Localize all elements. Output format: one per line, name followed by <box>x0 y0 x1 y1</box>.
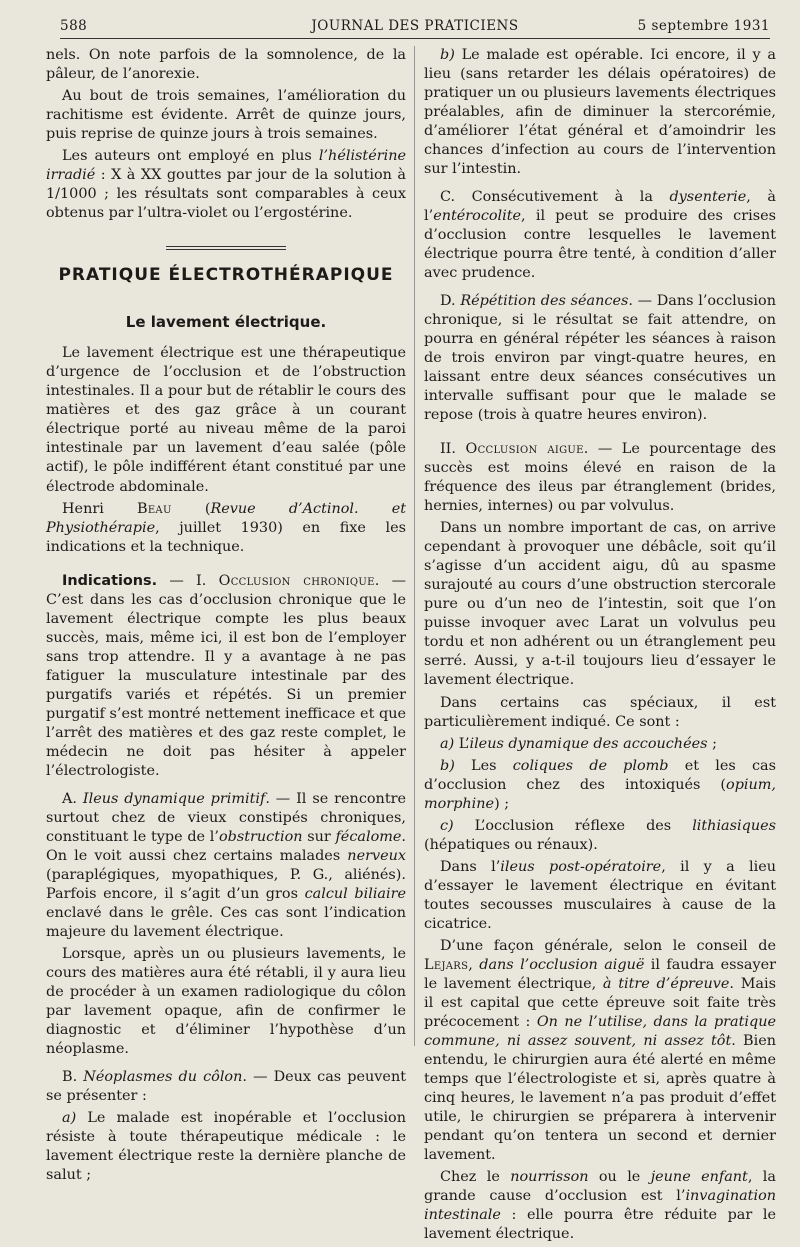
paragraph: A. Ileus dynamique primitif. — Il se rencontre surtout chez de vieux constipés chroniques, constituant le type de l’obstruction sur fécalome. On le voit aussi chez certains malades nerveux (paraplégiques, myopathiques, P. G., aliénés). Parfois encore, il s’agit d’un gros calcul biliaire enclavé dans le grêle. Ces cas sont l’indication majeure du lavement électrique. <box>46 790 407 940</box>
list-item: a) L’ileus dynamique des accouchées ; <box>440 735 717 752</box>
article-title: Le lavement électrique. <box>125 312 327 331</box>
paragraph: Dans un nombre important de cas, on arrive cependant à provoquer une débâcle, soit qu’il s’agisse d’un accident aigu, dû au spasme surajouté au cours d’une obstruction stercorale pure ou d’un neo de l’intestin, soit que l’on puisse invoquer avec Larat un volvulus peu tordu et non adhérent ou un étranglement peu serré. Aussi, y a-t-il toujours lieu d’essayer le lavement électrique. <box>424 520 776 689</box>
paragraph: D’une façon générale, selon le conseil de Lejars, dans l’occlusion aiguë il faudra essayer le lavement électrique, à titre d’épreuve. Mais il est capital que cette épreuve soit faite très précocement : On ne l’utilise, dans la pratique commune, ni assez souvent, ni assez tôt. Bien entendu, le chirurgien aura été alerté en même temps que l’électrologiste et si, après quatre à cinq heures, le lavement n’a pas produit d’effet utile, le chirurgien se préparera à intervenir pendant qu’on tentera un second et dernier lavement. <box>424 937 776 1163</box>
right-column <box>424 46 776 1247</box>
indications-heading: Indications. <box>62 572 158 589</box>
issue-date: 5 septembre 1931 <box>637 18 770 34</box>
paragraph: Au bout de trois semaines, l’amélioration du rachitisme est évidente. Arrêt de quinze jours, puis reprise de quinze jours à trois semaines. <box>46 88 406 143</box>
paragraph: II. Occlusion aigue. — Le pourcentage des succès est moins élevé en raison de la fréquence des ileus par étranglement (brides, hernies, internes) ou par volvulus. <box>424 441 776 515</box>
paragraph: Chez le nourrisson ou le jeune enfant, la grande cause d’occlusion est l’invagination intestinale : elle pourra être réduite par le lavement électrique. <box>424 1168 776 1242</box>
paragraph: Les auteurs ont employé en plus l’hélistérine irradié : X à XX gouttes par jour de la solution à 1/1000 ; les résultats sont comparables à ceux obtenus par l’ultra-violet ou l’ergostérine. <box>46 148 406 222</box>
left-column <box>46 46 406 1188</box>
paragraph: b) Le malade est opérable. Ici encore, il y a lieu (sans retarder les délais opératoires) de pratiquer un ou plusieurs lavements électriques préalables, afin de diminuer la stercorémie, d’améliorer l’état général et d’amoindrir les chances d’infection au cours de l’intervention sur l’intestin. <box>424 47 776 178</box>
section-divider <box>46 237 406 256</box>
paragraph: D. Répétition des séances. — Dans l’occlusion chronique, si le résultat se fait attendre, on pourra en général répéter les séances à raison de trois environ par vingt-quatre heures, en laissant entre deux séances consécutives un intervalle suffisant pour que le malade se repose (trois à quatre heures environ). <box>424 293 776 424</box>
journal-title: JOURNAL DES PRATICIENS <box>311 18 519 34</box>
column-divider <box>414 46 415 1046</box>
page-number: 588 <box>60 18 88 34</box>
page-header <box>60 14 770 39</box>
paragraph: nels. On note parfois de la somnolence, de la pâleur, de l’anorexie. <box>46 47 406 83</box>
paragraph: B. Néoplasmes du côlon. — Deux cas peuvent se présenter : <box>46 1068 406 1104</box>
paragraph: Henri Beau (Revue d’Actinol. et Physiothérapie, juillet 1930) en fixe les indications et la technique. <box>46 500 406 555</box>
paragraph: Dans l’ileus post-opératoire, il y a lieu d’essayer le lavement électrique en évitant toutes secousses musculaires à cause de la cicatrice. <box>424 858 776 932</box>
paragraph: C. Consécutivement à la dysenterie, à l’entérocolite, il peut se produire des crises d’occlusion contre lesquelles le lavement électrique pourra être tenté, à condition d’aller avec prudence. <box>424 189 776 282</box>
section-title: PRATIQUE ÉLECTROTHÉRAPIQUE <box>58 265 394 286</box>
paragraph: Dans certains cas spéciaux, il est particulièrement indiqué. Ce sont : <box>424 694 776 730</box>
paragraph: Lorsque, après un ou plusieurs lavements, le cours des matières aura été rétabli, il y aura lieu de procéder à un examen radiologique du côlon par lavement opaque, afin de confirmer le diagnostic et d’éliminer l’hypothèse d’un néoplasme. <box>46 945 406 1057</box>
paragraph: Indications. — I. Occlusion chronique. — C’est dans les cas d’occlusion chronique que le lavement électrique compte les plus beaux succès, mais, même ici, il est bon de l’employer sans trop attendre. Il y a avantage à ne pas fatiguer la musculature intestinale par des purgatifs variés et répétés. Si un premier purgatif s’est montré nettement inefficace et que l’arrêt des matières et des gaz reste complet, le médecin ne doit pas hésiter à appeler l’électrologiste. <box>46 572 407 779</box>
paragraph: a) Le malade est inopérable et l’occlusion résiste à toute thérapeutique médicale : le lavement électrique reste la dernière planche de salut ; <box>46 1109 406 1184</box>
paragraph: Le lavement électrique est une thérapeutique d’urgence de l’occlusion et de l’obstruction intestinales. Il a pour but de rétablir le cours des matières et des gaz grâce à un courant électrique porté au niveau même de la paroi intestinale par un lavement d’eau salée (pôle actif), le pôle indifférent étant constitué par une électrode abdominale. <box>46 345 406 495</box>
list-item: c) L’occlusion réflexe des lithiasiques (hépatiques ou rénaux). <box>424 817 776 853</box>
list-item: b) Les coliques de plomb et les cas d’occlusion chez des intoxiqués (opium, morphine) ; <box>424 757 776 812</box>
